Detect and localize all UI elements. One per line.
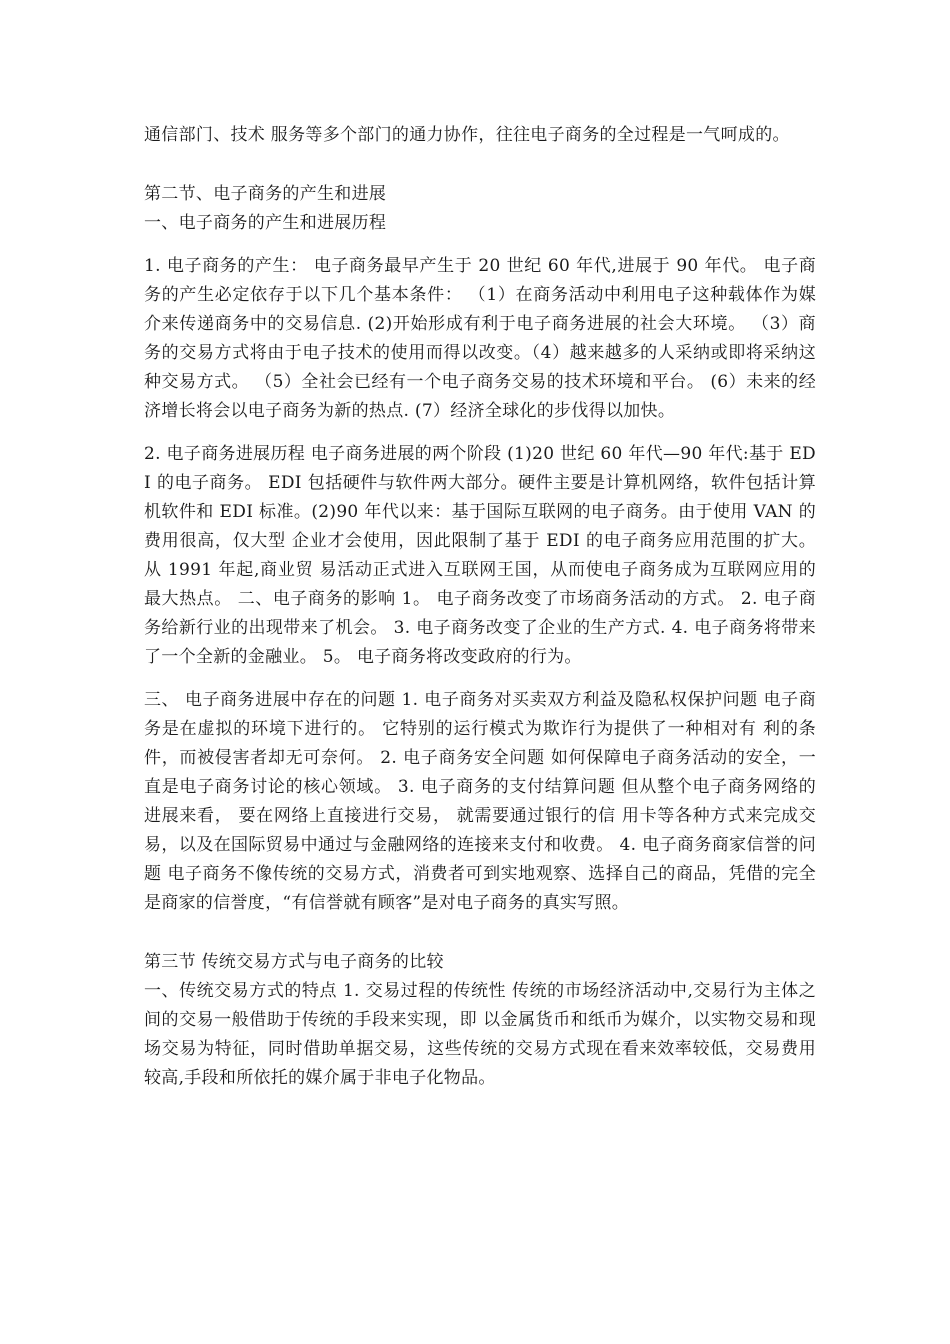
origin-paragraph: 1. 电子商务的产生： 电子商务最早产生于 20 世纪 60 年代,进展于 90 年代。 电子商务的产生必定依存于以下几个基本条件： （1）在商务活动中利用电子这种载体作为媒介来传递商务中的交易信息. (2)开始形成有利于电子商务进展的社会大环境。 （3）商务的交易方式将由于电子技术的使用而得以改变。（4）越来越多的人采纳或即将采纳这种交易方式。 （5）全社会已经有一个电子商务交易的技术环境和平台。 (6）未来的经济增长将会以电子商务为新的热点. (7）经济全球化的步伐得以加快。 (144, 256, 816, 421)
spacer (144, 426, 816, 440)
spacer (144, 150, 816, 180)
intro-paragraph: 通信部门、技术 服务等多个部门的通力协作，往往电子商务的全过程是一气呵成的。 (144, 125, 790, 145)
history-paragraph: 2. 电子商务进展历程 电子商务进展的两个阶段 (1)20 世纪 60 年代—90 年代:基于 EDI 的电子商务。 EDI 包括硬件与软件两大部分。硬件主要是计算机网络，软件包括计算机软件和 EDI 标准。(2)90 年代以来：基于国际互联网的电子商务。由于使用 VAN 的费用很高，仅大型 企业才会使用，因此限制了基于 EDI 的电子商务应用范围的扩大。从 1991 年起,商业贸 易活动正式进入互联网王国，从而使电子商务成为互联网应用的最大热点。 二、电子商务的影响 1。 电子商务改变了市场商务活动的方式。 2. 电子商务给新行业的出现带来了机会。 3. 电子商务改变了企业的生产方式. 4. 电子商务将带来了一个全新的金融业。 5。 电子商务将改变政府的行为。 (144, 444, 816, 667)
section-3-title: 第三节 传统交易方式与电子商务的比较 (144, 952, 444, 972)
section-2-title: 第二节、电子商务的产生和进展 (144, 184, 387, 204)
section-2-subtitle: 一、电子商务的产生和进展历程 (144, 213, 387, 233)
problems-paragraph: 三、 电子商务进展中存在的问题 1. 电子商务对买卖双方利益及隐私权保护问题 电子商务是在虚拟的环境下进行的。 它特别的运行模式为欺诈行为提供了一种相对有 利的条件，而被侵害者却无可奈何。 2. 电子商务安全问题 如何保障电子商务活动的安全，一直是电子商务讨论的核心领域。 3. 电子商务的支付结算问题 但从整个电子商务网络的进展来看， 要在网络上直接进行交易， 就需要通过银行的信 用卡等各种方式来完成交易，以及在国际贸易中通过与金融网络的连接来支付和收费。 4. 电子商务商家信誉的问题 电子商务不像传统的交易方式，消费者可到实地观察、选择自己的商品，凭借的完全 是商家的信誉度，“有信誉就有顾客”是对电子商务的真实写照。 (144, 690, 816, 913)
spacer (144, 672, 816, 686)
document-page (144, 121, 816, 1093)
traditional-paragraph: 一、传统交易方式的特点 1. 交易过程的传统性 传统的市场经济活动中,交易行为主体之间的交易一般借助于传统的手段来实现，即 以金属货币和纸币为媒介，以实物交易和现场交易为特征，同时借助单据交易，这些传统的交易方式现在看来效率较低，交易费用较高,手段和所依托的媒介属于非电子化物品。 (144, 981, 816, 1088)
spacer (144, 238, 816, 252)
spacer (144, 918, 816, 948)
